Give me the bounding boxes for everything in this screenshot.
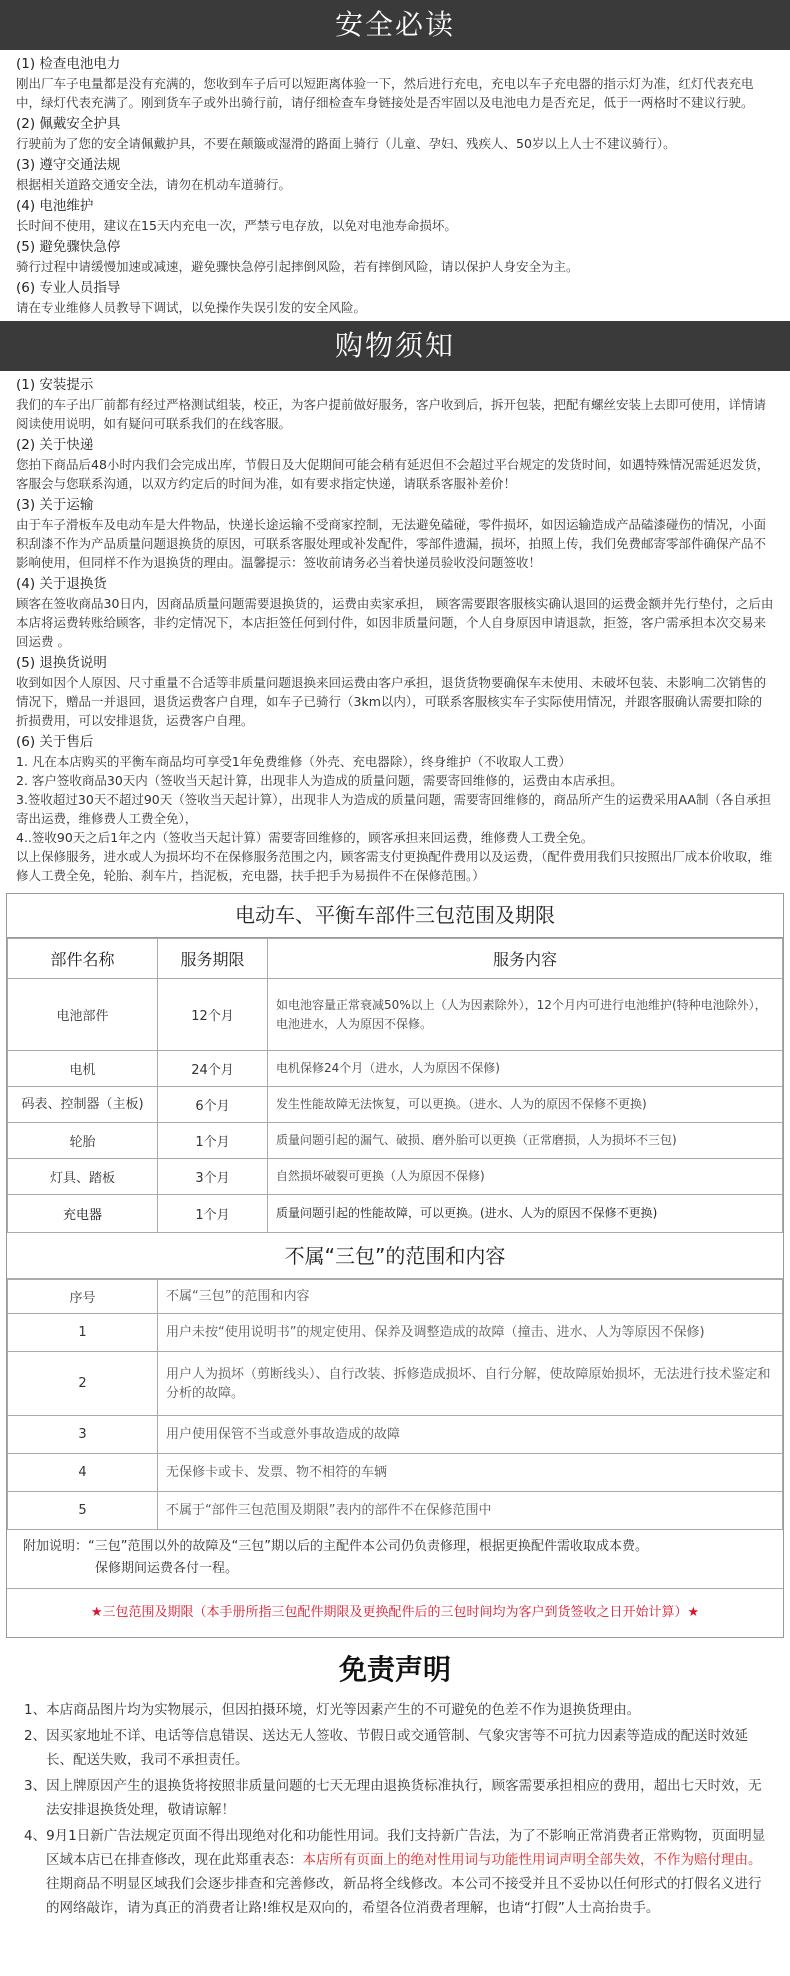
safety-item-body: 骑行过程中请缓慢加速或减速，避免骤快急停引起摔倒风险，若有摔倒风险，请以保护人身安全为主。 xyxy=(16,259,579,274)
exclusion-text: 用户未按“使用说明书”的规定使用、保养及调整造成的故障（撞击、进水、人为等原因不保修) xyxy=(158,1314,783,1352)
safety-item xyxy=(16,54,774,112)
exclusion-text: 无保修卡或卡、发票、物不相符的车辆 xyxy=(158,1454,783,1492)
warranty-red-note: ★三包范围及期限（本手册所指三包配件期限及更换配件后的三包时间均为客户到货签收之日开始计算）★ xyxy=(90,1605,700,1620)
safety-item-title: (6) 专业人员指导 xyxy=(16,280,121,296)
shopping-item-title: (4) 关于退换货 xyxy=(16,576,107,592)
row-number: 2 xyxy=(8,1352,158,1416)
exclusion-text: 用户人为损坏（剪断线头）、自行改装、拆修造成损坏、自行分解，使故障原始损坏，无法进行技术鉴定和分析的故障。 xyxy=(158,1352,783,1416)
table-header-row xyxy=(8,939,783,979)
service-content: 自然损坏破裂可更换（人为原因不保修) xyxy=(268,1159,783,1195)
part-name: 电机 xyxy=(8,1051,158,1087)
part-name: 轮胎 xyxy=(8,1123,158,1159)
table-row xyxy=(8,1051,783,1087)
shopping-item xyxy=(16,375,774,433)
shopping-item-title: (5) 退换货说明 xyxy=(16,655,107,671)
table-row xyxy=(8,1123,783,1159)
warranty-table-title: 电动车、平衡车部件三包范围及期限 xyxy=(7,894,783,938)
shopping-item xyxy=(16,732,774,885)
shopping-item-title: (2) 关于快递 xyxy=(16,437,94,453)
row-number: 3 xyxy=(8,1416,158,1454)
service-period: 6个月 xyxy=(158,1087,268,1123)
table-row xyxy=(8,1492,783,1530)
exclusion-text: 用户使用保管不当或意外事故造成的故障 xyxy=(158,1416,783,1454)
row-number: 4 xyxy=(8,1454,158,1492)
service-content: 电机保修24个月（进水，人为原因不保修) xyxy=(268,1051,783,1087)
note-line: 附加说明：“三包”范围以外的故障及“三包”期以后的主配件本公司仍负责修理，根据更换配件需收取成本费。 xyxy=(23,1539,648,1554)
table-row xyxy=(8,1087,783,1123)
service-content: 质量问题引起的性能故障，可以更换。(进水、人为的原因不保修不更换) xyxy=(268,1195,783,1233)
shopping-section xyxy=(0,371,790,885)
shopping-item xyxy=(16,495,774,572)
warranty-parts-table xyxy=(7,938,783,1233)
disclaimer-item xyxy=(24,1824,766,1920)
safety-section xyxy=(0,50,790,317)
safety-item-body: 刚出厂车子电量都是没有充满的，您收到车子后可以短距离体验一下，然后进行充电，充电以车子充电器的指示灯为准，红灯代表充电中，绿灯代表充满了。刚到货车子或外出骑行前，请仔细检查车身链接处是否牢固以及电池电力是否充足，低于一两格时不建议行驶。 xyxy=(16,76,754,110)
row-number: 5 xyxy=(8,1492,158,1530)
service-content: 质量问题引起的漏气、破损、磨外胎可以更换（正常磨损，人为损坏不三包) xyxy=(268,1123,783,1159)
service-period: 1个月 xyxy=(158,1123,268,1159)
column-header: 服务期限 xyxy=(158,939,268,979)
disclaimer-text: 往期商品不明显区域我们会逐步排查和完善修改，新品将全线修改。本公司不接受并且不妥协以任何形式的打假名义进行的网络敲诈，请为真正的消费者让路!维权是双向的，希望各位消费者理解，也请“打假”人士高抬贵手。 xyxy=(46,1876,762,1916)
column-header: 部件名称 xyxy=(8,939,158,979)
column-header: 不属“三包”的范围和内容 xyxy=(158,1280,783,1314)
table-row xyxy=(8,1416,783,1454)
table-row xyxy=(8,1454,783,1492)
safety-item-body: 根据相关道路交通安全法，请勿在机动车道骑行。 xyxy=(16,177,292,192)
shopping-item-title: (3) 关于运输 xyxy=(16,497,94,513)
disclaimer-item: 1、本店商品图片均为实物展示，但因拍摄环境，灯光等因素产生的不可避免的色差不作为退换货理由。 xyxy=(24,1702,641,1718)
exclusion-text: 不属于“部件三包范围及期限”表内的部件不在保修范围中 xyxy=(158,1492,783,1530)
row-number: 1 xyxy=(8,1314,158,1352)
column-header: 服务内容 xyxy=(268,939,783,979)
shopping-item xyxy=(16,653,774,730)
safety-item-title: (1) 检查电池电力 xyxy=(16,56,121,72)
safety-item xyxy=(16,196,774,235)
disclaimer-highlight: 本店所有页面上的绝对性用词与功能性用词声明全部失效，不作为赔付理由。 xyxy=(302,1852,762,1868)
shopping-item-title: (1) 安装提示 xyxy=(16,377,94,393)
safety-item-body: 行驶前为了您的安全请佩戴护具，不要在颠簸或湿滑的路面上骑行（儿童、孕妇、残疾人、50岁以上人士不建议骑行）。 xyxy=(16,136,676,151)
safety-item xyxy=(16,114,774,153)
disclaimer-title: 免责声明 xyxy=(338,1653,451,1686)
service-period: 12个月 xyxy=(158,979,268,1051)
note-line: 保修期间运费各付一程。 xyxy=(95,1561,239,1576)
service-period: 3个月 xyxy=(158,1159,268,1195)
safety-item xyxy=(16,237,774,276)
shopping-item-body: 1. 凡在本店购买的平衡车商品均可享受1年免费维修（外壳、充电器除），终身维护（不收取人工费） 2. 客户签收商品30天内（签收当天起计算，出现非人为造成的质量问题，需要寄回维修的，运费由本店承担。 3.签收超过30天不超过90天（签收当天起计算），出现非人为造成的质量问题，需要寄回维修的，商品所产生的运费采用AA制（各自承担寄出运费，维修费人工费全免）， 4..签收90天之后1年之内（签收当天起计算）需要寄回维修的，顾客承担来回运费，维修费人工费全免。 以上保修服务，进水或人为损坏均不在保修服务范围之内，顾客需支付更换配件费用以及运费，（配件费用我们只按照出厂成本价收取，维修人工费全免，轮胎、刹车片，挡泥板，充电器，扶手把手为易损件不在保修范围。） xyxy=(16,754,773,883)
service-period: 1个月 xyxy=(158,1195,268,1233)
disclaimer-item: 3、因上牌原因产生的退换货将按照非质量问题的七天无理由退换货标准执行，顾客需要承担相应的费用，超出七天时效，无法安排退换货处理，敬请谅解！ xyxy=(24,1778,762,1818)
safety-item-body: 请在专业维修人员教导下调试，以免操作失误引发的安全风险。 xyxy=(16,300,367,315)
service-content: 如电池容量正常衰减50%以上（人为因素除外），12个月内可进行电池维护(特种电池除外），电池进水，人为原因不保修。 xyxy=(268,979,783,1051)
exclusion-title: 不属“三包”的范围和内容 xyxy=(7,1233,783,1279)
shopping-item-title: (6) 关于售后 xyxy=(16,734,94,750)
shopping-item xyxy=(16,574,774,651)
shopping-item-body: 顾客在签收商品30日内，因商品质量问题需要退换货的，运费由卖家承担， 顾客需要跟客服核实确认退回的运费金额并先行垫付，之后由本店将运费转账给顾客，非约定情况下，本店拒签任何到付件，如因非质量问题，个人自身原因申请退款，拒签，客户需承担本次交易来回运费 。 xyxy=(16,596,774,649)
safety-banner: 安全必读 xyxy=(0,0,790,50)
table-row xyxy=(8,1352,783,1416)
safety-item-title: (3) 遵守交通法规 xyxy=(16,157,121,173)
disclaimer-section xyxy=(0,1698,790,1920)
warranty-table xyxy=(6,893,784,1638)
shopping-item-body: 由于车子滑板车及电动车是大件物品，快递长途运输不受商家控制，无法避免磕碰，零件损坏，如因运输造成产品磕漆碰伤的情况，小面积刮漆不作为产品质量问题退换货的原因，可联系客服处理或补发配件，零部件遗漏，损坏，拍照上传，我们免费邮寄零部件确保产品不影响使用，但同样不作为退换货的理由。温馨提示：签收前请务必当着快递员验收没问题签收！ xyxy=(16,517,767,570)
shopping-item-body: 我们的车子出厂前都有经过严格测试组装，校正，为客户提前做好服务，客户收到后，拆开包装，把配有螺丝安装上去即可使用，详情请阅读使用说明，如有疑问可联系我们的在线客服。 xyxy=(16,397,767,431)
table-header-row xyxy=(8,1280,783,1314)
part-name: 码表、控制器（主板) xyxy=(8,1087,158,1123)
table-row xyxy=(8,1195,783,1233)
column-header: 序号 xyxy=(8,1280,158,1314)
additional-note xyxy=(7,1530,783,1589)
part-name: 电池部件 xyxy=(8,979,158,1051)
shopping-item-body: 收到如因个人原因、尺寸重量不合适等非质量问题退换来回运费由客户承担，退货货物要确保车未使用、未破坏包装、未影响二次销售的情况下，赠品一并退回，退货运费客户自理，如车子已骑行（3km以内），可联系客服核实车子实际使用情况，并跟客服确认需要扣除的折损费用，可以安排退货，运费客户自理。 xyxy=(16,675,767,728)
safety-item xyxy=(16,278,774,317)
table-row xyxy=(8,979,783,1051)
table-row xyxy=(8,1314,783,1352)
shopping-banner: 购物须知 xyxy=(0,321,790,371)
service-period: 24个月 xyxy=(158,1051,268,1087)
part-name: 灯具、踏板 xyxy=(8,1159,158,1195)
safety-item-title: (5) 避免骤快急停 xyxy=(16,239,121,255)
shopping-item xyxy=(16,435,774,493)
disclaimer-item: 2、因买家地址不详、电话等信息错误、送达无人签收、节假日或交通管制、气象灾害等不可抗力因素等造成的配送时效延长、配送失败，我司不承担责任。 xyxy=(24,1728,749,1768)
table-row xyxy=(8,1159,783,1195)
exclusion-table xyxy=(7,1279,783,1530)
safety-item xyxy=(16,155,774,194)
part-name: 充电器 xyxy=(8,1195,158,1233)
safety-item-title: (2) 佩戴安全护具 xyxy=(16,116,121,132)
shopping-item-body: 您拍下商品后48小时内我们会完成出库，节假日及大促期间可能会稍有延迟但不会超过平台规定的发货时间，如遇特殊情况需延迟发货，客服会与您联系沟通，以双方约定后的时间为准，如有要求指定快递，请联系客服补差价！ xyxy=(16,457,770,491)
safety-item-title: (4) 电池维护 xyxy=(16,198,94,214)
service-content: 发生性能故障无法恢复，可以更换。（进水、人为的原因不保修不更换) xyxy=(268,1087,783,1123)
safety-item-body: 长时间不使用，建议在15天内充电一次，严禁亏电存放，以免对电池寿命损坏。 xyxy=(16,218,457,233)
disclaimer-text: 4、9月1日新广告法规定页面不得出现绝对化和功能性用词。我们支持新广告法，为了不影响正常消费者正常购物，页面明显区域本店已在排查修改，现在此郑重表态： xyxy=(24,1828,766,1868)
